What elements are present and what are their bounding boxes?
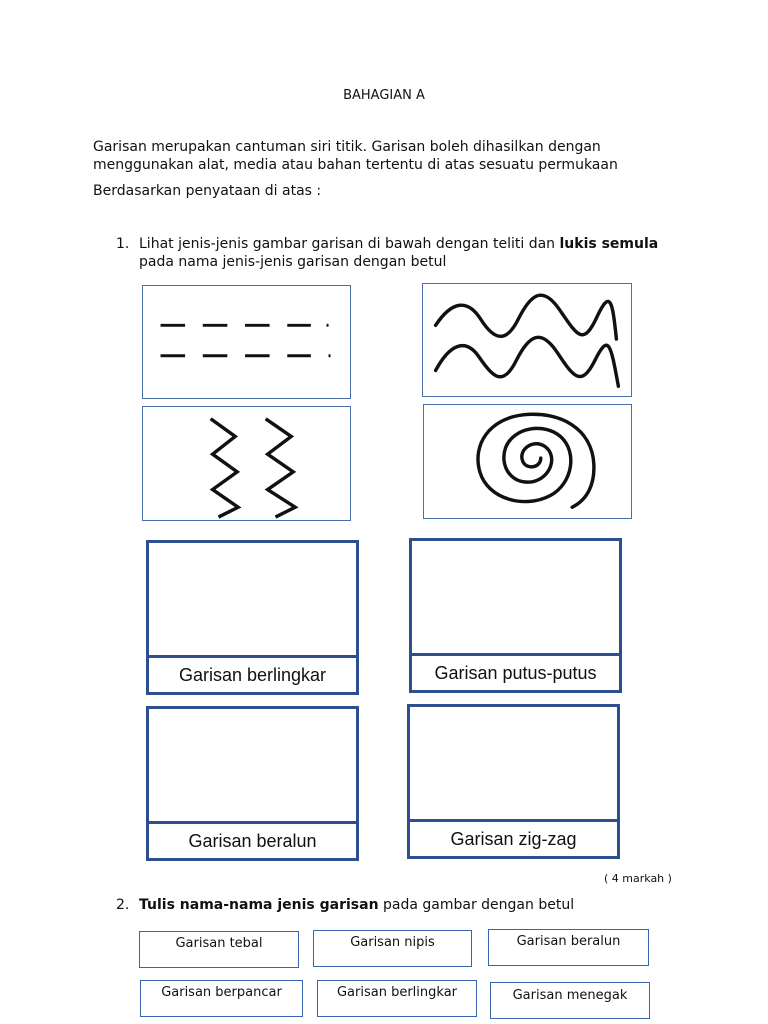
marks-note: ( 4 markah ) bbox=[604, 872, 672, 885]
answer-drawing-area-berlingkar[interactable] bbox=[149, 543, 356, 658]
zigzag-lines-drawing bbox=[143, 407, 350, 520]
answer-label-berlingkar: Garisan berlingkar bbox=[178, 664, 327, 685]
question-1-text bbox=[139, 235, 696, 271]
option-garisan-tebal[interactable]: Garisan tebal bbox=[139, 931, 299, 968]
question-1-text-after: pada nama jenis-jenis garisan dengan betul bbox=[139, 254, 447, 270]
answer-drawing-area-zig-zag[interactable] bbox=[410, 707, 617, 822]
dashed-lines-picture bbox=[142, 285, 351, 399]
intro-paragraph: Garisan merupakan cantuman siri titik. Garisan boleh dihasilkan dengan menggunakan alat, media atau bahan tertentu di atas sesuatu permukaan bbox=[93, 139, 618, 173]
option-garisan-berlingkar[interactable]: Garisan berlingkar bbox=[317, 980, 477, 1017]
question-1 bbox=[116, 235, 696, 271]
option-garisan-nipis[interactable]: Garisan nipis bbox=[313, 930, 472, 967]
intro-lead: Berdasarkan penyataan di atas : bbox=[93, 183, 322, 199]
question-2-text-after: pada gambar dengan betul bbox=[378, 897, 575, 913]
answer-box-putus-putus[interactable] bbox=[409, 538, 622, 693]
zigzag-lines-picture bbox=[142, 406, 351, 521]
question-1-number: 1. bbox=[116, 236, 130, 252]
spiral-line-picture bbox=[423, 404, 632, 519]
answer-box-berlingkar[interactable] bbox=[146, 540, 359, 695]
answer-drawing-area-beralun[interactable] bbox=[149, 709, 356, 824]
wavy-lines-picture bbox=[422, 283, 632, 397]
answer-label-beralun: Garisan beralun bbox=[188, 830, 317, 851]
option-garisan-berpancar[interactable]: Garisan berpancar bbox=[140, 980, 303, 1017]
answer-label-zig-zag: Garisan zig-zag bbox=[450, 828, 577, 849]
answer-drawing-area-putus-putus[interactable] bbox=[412, 541, 619, 656]
answer-label-putus-putus: Garisan putus-putus bbox=[434, 662, 597, 683]
section-title: BAHAGIAN A bbox=[343, 88, 425, 103]
question-2 bbox=[116, 897, 574, 913]
wavy-lines-drawing bbox=[423, 284, 631, 396]
answer-box-beralun[interactable] bbox=[146, 706, 359, 861]
spiral-line-drawing bbox=[424, 405, 631, 518]
dashed-lines-drawing bbox=[143, 286, 350, 398]
question-2-text-bold: Tulis nama-nama jenis garisan bbox=[139, 897, 379, 913]
question-2-number: 2. bbox=[116, 897, 130, 913]
question-1-text-before: Lihat jenis-jenis gambar garisan di bawah dengan teliti dan bbox=[139, 236, 560, 252]
option-garisan-menegak[interactable]: Garisan menegak bbox=[490, 982, 650, 1019]
answer-box-zig-zag[interactable] bbox=[407, 704, 620, 859]
question-1-text-bold: lukis semula bbox=[559, 236, 659, 252]
option-garisan-beralun[interactable]: Garisan beralun bbox=[488, 929, 649, 966]
